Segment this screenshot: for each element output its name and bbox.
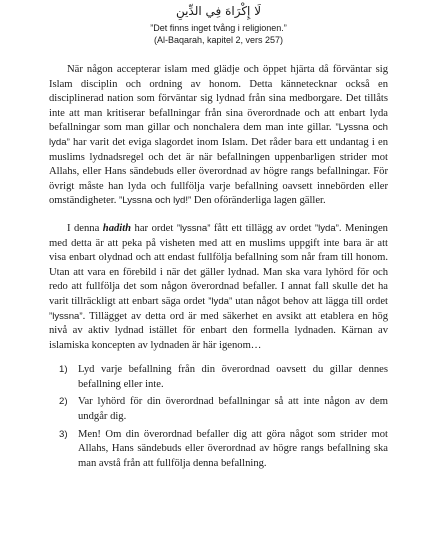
paragraph-1-text-c: har varit det eviga slagordet inom Islam. Det råder bara ett undantag i en muslims lydnadsregel och det är när befallningen uppenbarligen strider mot Allahs, eller Hans sändebuds eller överordnad av högre rangs befallningar. För övrigt måste han lyda och fullfölja varje befallning oavsett innebörden eller omständigheter. xyxy=(49,136,388,207)
verse-reference: (Al-Baqarah, kapitel 2, vers 257) xyxy=(153,35,284,45)
motto-listen-obey: ”Lyssna och lyda” xyxy=(49,122,389,148)
word-listen: ”lyssna” xyxy=(176,222,211,234)
obedience-rules-list xyxy=(49,363,388,471)
list-item xyxy=(49,428,388,472)
list-item xyxy=(49,395,388,424)
paragraph-2-text-b: har ordet xyxy=(131,222,177,234)
paragraph-1-text-a: När någon accepterar islam med glädje och öppet hjärta då förväntar sig Islam disciplin och ordning av honom. Detta kännetecknar också en disciplinerad nation som förväntar sig lydnad från sina medborgare. Det tillåts inte att man kritiserar befallningar från sina överordnade och att enbart lyda befallningar som man gillar och nonchalera dem man inte gillar. xyxy=(49,64,388,134)
list-item-number: 3) xyxy=(59,428,68,440)
word-obey: ”lyda” xyxy=(314,222,339,234)
list-item-number: 2) xyxy=(59,396,68,408)
paragraph-2-text-j: . Tillägget av detta ord är med säkerhet en avsikt att etablera en hög nivå av aktiv lydnad istället för enbart den formella lydnaden. Kärnan av islamiska koncepten av lydnaden är här igenom… xyxy=(49,310,388,351)
paragraph-2-text-a: I denna xyxy=(67,222,103,234)
paragraph-2 xyxy=(49,222,388,353)
word-obey-2: ”lyda” xyxy=(208,295,233,307)
word-listen-2: ”lyssna” xyxy=(49,310,83,322)
paragraph-1-text-e: Den oföränderliga lagen gäller. xyxy=(191,195,326,207)
motto-listen-obey-command: ”Lyssna och lyd!” xyxy=(119,195,192,207)
paragraph-2-text-h: utan något behov att lägga till ordet xyxy=(232,295,388,307)
hadith-term: hadith xyxy=(102,222,132,234)
paragraph-1 xyxy=(49,63,388,209)
list-item-number: 1) xyxy=(59,364,68,376)
paragraph-2-text-d: fått ett tillägg av ordet xyxy=(210,222,315,234)
verse-translation: ”Det finns inget tvång i religionen.” xyxy=(150,23,287,33)
arabic-verse: لَا إِكْرَاهَ فِي الدِّينِ xyxy=(175,4,262,18)
list-item-text: Var lyhörd för din överordnad befallningar så att inte någon av dem undgår dig. xyxy=(78,396,388,423)
paragraph-2-text-f: . Meningen med detta är att peka på visheten med att en muslims uppgift inte bara är att visa enbart olydnad och att endast fullfölja befallning som når fram till honom. Utan att vara en förebild i när det gäller lydnad. Man ska vara lyhörd för och redo att fullfölja det som någon överordnad befaller. I annat fall skulle det ha varit tillräckligt att enbart säga ordet xyxy=(49,222,388,307)
list-item-text: Men! Om din överordnad befaller dig att göra något som strider mot Allahs, Hans sändebuds eller överordnad av högre rangs befallning ska man avstå från att fullfölja denna befallning. xyxy=(78,428,388,469)
list-item xyxy=(49,363,388,392)
list-item-text: Lyd varje befallning från din överordnad oavsett du gillar dennes befallning eller inte. xyxy=(78,364,388,390)
